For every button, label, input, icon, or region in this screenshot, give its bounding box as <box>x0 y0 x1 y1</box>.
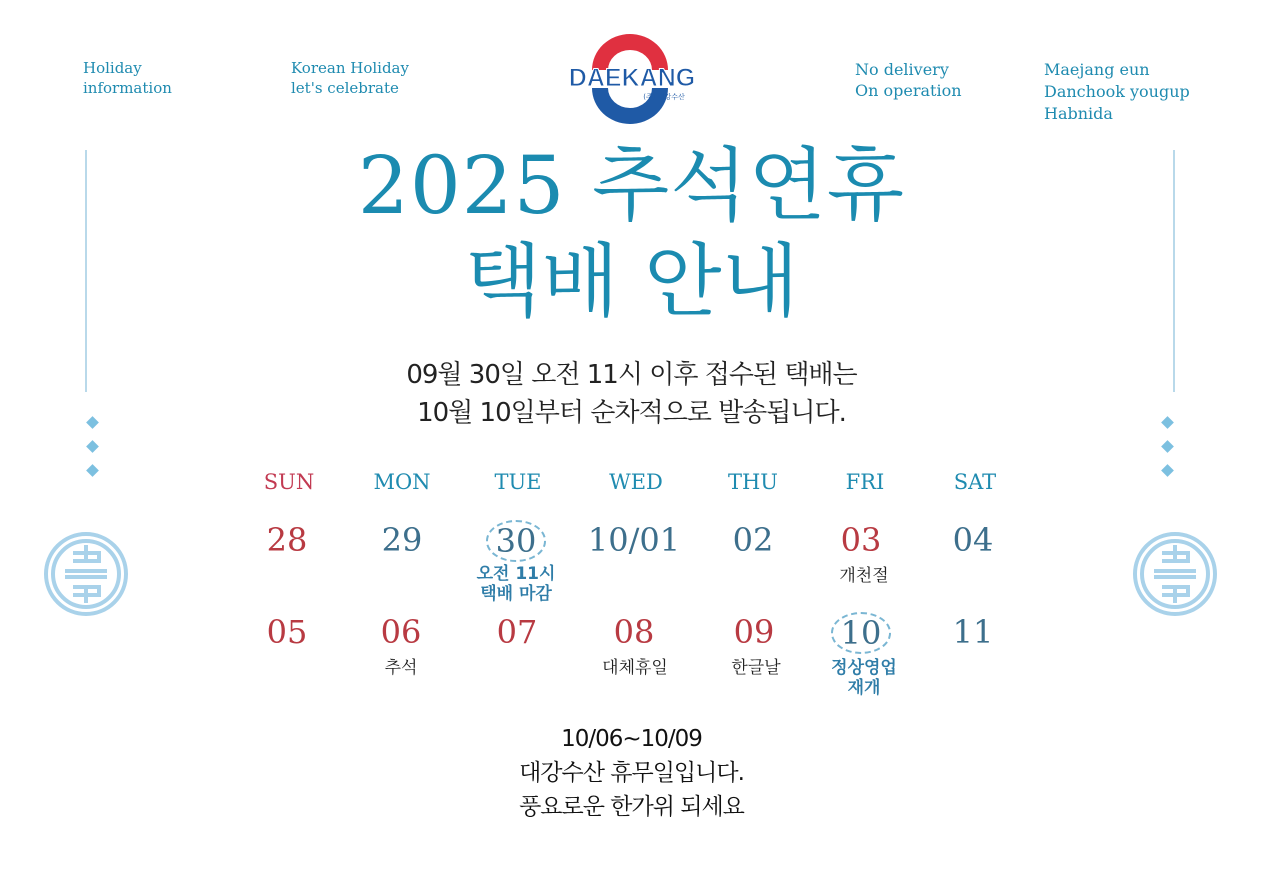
corner-text-line: Maejang eun <box>1044 60 1150 79</box>
page-title-line1: 2025 추석연휴 <box>357 139 906 232</box>
daekang-logo <box>560 34 705 124</box>
note-line: 정상영업 <box>831 658 897 678</box>
calendar-day: 02 <box>732 521 774 559</box>
corner-text-line: Habnida <box>1044 104 1113 123</box>
day-note-resume <box>799 658 929 698</box>
weekday-sun: SUN <box>263 470 315 494</box>
holiday-information-text <box>83 58 172 98</box>
calendar-day: 05 <box>266 613 308 651</box>
calendar-day-highlighted <box>456 520 576 562</box>
calendar-day: 04 <box>952 521 994 559</box>
note-line: 택배 마감 <box>480 584 552 604</box>
weekday-sat: SAT <box>953 470 997 494</box>
no-delivery-text <box>855 59 962 101</box>
day-note-holiday: 추석 <box>384 658 418 678</box>
calendar-day: 29 <box>381 521 423 559</box>
calendar-day: 11 <box>952 613 994 651</box>
calendar-day: 10/01 <box>587 521 681 559</box>
note-line: 오전 11시 <box>476 564 556 584</box>
corner-text-line: On operation <box>855 81 962 100</box>
day-note-cutoff <box>451 564 581 604</box>
corner-text-line: No delivery <box>855 60 949 79</box>
closing-message <box>0 722 1263 824</box>
corner-text-line: let's celebrate <box>291 79 399 97</box>
footer-line: 풍요로운 한가위 되세요 <box>519 794 744 820</box>
calendar-day: 28 <box>266 521 308 559</box>
corner-text-line: Korean Holiday <box>291 59 409 77</box>
calendar-day: 08 <box>613 613 655 651</box>
calendar-day: 09 <box>733 613 775 651</box>
day-circle-marker: 10 <box>831 612 892 654</box>
korean-holiday-text <box>291 58 409 98</box>
weekday-thu: THU <box>727 470 779 494</box>
calendar-day: 03 <box>840 521 882 559</box>
day-note-holiday: 대체휴일 <box>602 658 668 678</box>
weekday-wed: WED <box>609 470 663 494</box>
calendar-day: 06 <box>380 613 422 651</box>
weekday-tue: TUE <box>494 470 542 494</box>
maejang-text <box>1044 59 1190 125</box>
notice-line: 09월 30일 오전 11시 이후 접수된 택배는 <box>406 360 857 390</box>
corner-text-line: Holiday <box>83 59 142 77</box>
corner-text-line: information <box>83 79 172 97</box>
footer-line: 10/06~10/09 <box>561 726 702 752</box>
right-korean-pattern-emblem-icon <box>1132 531 1218 617</box>
calendar-day: 07 <box>496 613 538 651</box>
footer-line: 대강수산 휴무일입니다. <box>519 760 744 786</box>
left-korean-pattern-emblem-icon <box>43 531 129 617</box>
notice-line: 10월 10일부터 순차적으로 발송됩니다. <box>417 398 846 428</box>
day-circle-marker: 30 <box>486 520 547 562</box>
note-line: 재개 <box>847 678 881 698</box>
day-note-holiday: 한글날 <box>731 658 781 678</box>
corner-text-line: Danchook yougup <box>1044 82 1190 101</box>
page-title-line2: 택배 안내 <box>464 235 799 328</box>
weekday-fri: FRI <box>845 470 885 494</box>
calendar-day-highlighted <box>801 612 921 654</box>
weekday-mon: MON <box>373 470 431 494</box>
logo-wordmark: DAEKANG <box>568 64 696 92</box>
shipping-notice <box>0 356 1263 432</box>
day-note-holiday: 개천절 <box>839 566 889 586</box>
logo-subtext: (주) 대강수산 <box>643 93 685 101</box>
